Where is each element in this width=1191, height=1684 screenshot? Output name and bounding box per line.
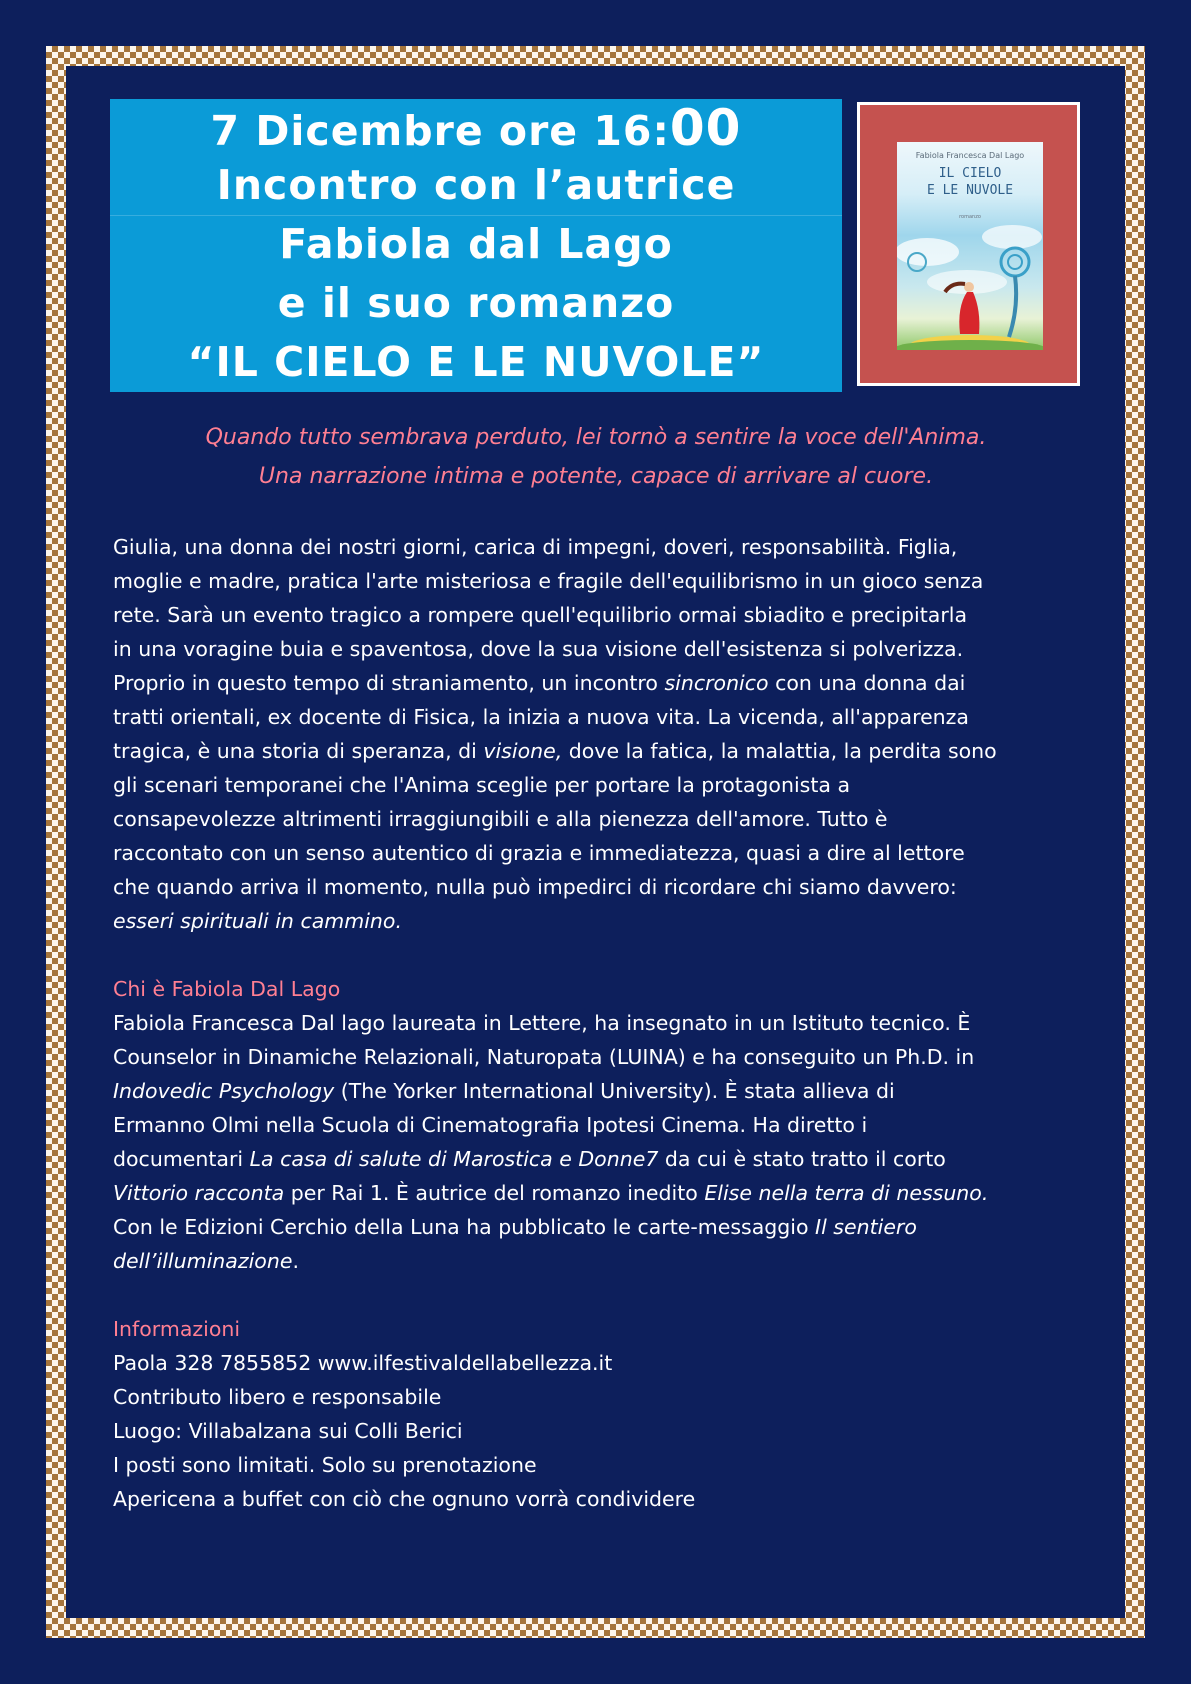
event-time-minutes: 00: [669, 99, 742, 157]
synopsis-emphasis: visione,: [483, 739, 563, 763]
info-contact: Paola 328 7855852 www.ilfestivaldellabellezza.it: [113, 1351, 613, 1375]
info-booking: I posti sono limitati. Solo su prenotazione: [113, 1453, 537, 1477]
tagline-line-1: Quando tutto sembrava perduto, lei tornò a sentire la voce dell'Anima.: [205, 425, 987, 450]
bio-line: Counselor in Dinamiche Relazionali, Naturopata (LUINA) e ha conseguito un Ph.D. in: [113, 1045, 975, 1069]
info-heading: Informazioni: [113, 1317, 241, 1341]
section-spacer: [113, 1278, 1083, 1312]
bio-text: da cui è stato tratto il corto: [658, 1147, 946, 1171]
synopsis-text: tragica, è una storia di speranza, di: [113, 739, 484, 763]
bio-emphasis: La casa di salute di Marostica e Donne7: [249, 1147, 659, 1171]
bio-line: [113, 1142, 1083, 1176]
synopsis-line: [113, 904, 1083, 938]
bio-text: Con le Edizioni Cerchio della Luna ha pubblicato le carte-messaggio: [113, 1215, 816, 1239]
bio-emphasis: Il sentiero: [815, 1215, 917, 1239]
book-cover-image: [897, 142, 1043, 350]
bio-text: .: [292, 1249, 299, 1273]
event-date-text: 7 Dicembre ore 16:: [210, 107, 670, 155]
book-cover-author: Fabiola Francesca Dal Lago: [915, 151, 1025, 160]
bio-emphasis: Indovedic Psychology: [113, 1079, 335, 1103]
bio-emphasis: Elise nella terra di nessuno.: [704, 1181, 989, 1205]
novel-title: “IL CIELO E LE NUVOLE”: [187, 338, 765, 386]
info-location: Luogo: Villabalzana sui Colli Berici: [113, 1419, 463, 1443]
section-spacer: [113, 938, 1083, 972]
event-header: [110, 99, 842, 392]
bio-emphasis: dell’illuminazione: [113, 1249, 293, 1273]
synopsis-text: con una donna dai: [768, 671, 966, 695]
bio-text: per Rai 1. È autrice del romanzo inedito: [284, 1181, 705, 1205]
synopsis-line: tratti orientali, ex docente di Fisica, la inizia a nuova vita. La vicenda, all'apparenza: [113, 705, 969, 729]
synopsis-line: che quando arriva il momento, nulla può impedirci di ricordare chi siamo davvero:: [113, 875, 957, 899]
synopsis-line: consapevolezze altrimenti irraggiungibili e alla pienezza dell'amore. Tutto è: [113, 807, 888, 831]
book-cover-illustration: [897, 142, 1043, 350]
bio-line: [113, 1074, 1083, 1108]
book-cover-label: romanzo: [959, 214, 981, 220]
synopsis-line: Giulia, una donna dei nostri giorni, carica di impegni, doveri, responsabilità. Figlia,: [113, 535, 958, 559]
bio-line: Ermanno Olmi nella Scuola di Cinematografia Ipotesi Cinema. Ha diretto i: [113, 1113, 868, 1137]
bio-line: [113, 1210, 1083, 1244]
bio-emphasis: Vittorio racconta: [113, 1181, 285, 1205]
book-cover-title-line2: E LE NUVOLE: [926, 183, 1014, 198]
synopsis-line: [113, 734, 1083, 768]
bio-line: [113, 1244, 1083, 1278]
synopsis-line: in una voragine buia e spaventosa, dove la sua visione dell'esistenza si polverizza.: [113, 637, 964, 661]
info-buffet: Apericena a buffet con ciò che ognuno vorrà condividere: [113, 1487, 696, 1511]
info-contribution: Contributo libero e responsabile: [113, 1385, 442, 1409]
synopsis-emphasis: sincronico: [664, 671, 769, 695]
synopsis-line: gli scenari temporanei che l'Anima sceglie per portare la protagonista a: [113, 773, 851, 797]
event-date-time: [110, 99, 842, 160]
book-cover-title-line1: IL CIELO: [938, 166, 1002, 181]
bio-heading: Chi è Fabiola Dal Lago: [113, 977, 341, 1001]
synopsis-emphasis: esseri spirituali in cammino.: [113, 909, 402, 933]
synopsis-line: [113, 666, 1083, 700]
synopsis-text: dove la fatica, la malattia, la perdita sono: [562, 739, 997, 763]
synopsis-line: rete. Sarà un evento tragico a rompere quell'equilibrio ormai sbiadito e precipitarla: [113, 603, 968, 627]
bio-line: [113, 1176, 1083, 1210]
synopsis-line: moglie e madre, pratica l'arte misteriosa e fragile dell'equilibrismo in un gioco senza: [113, 569, 984, 593]
main-text: [113, 530, 1083, 1516]
tagline-line-2: Una narrazione intima e potente, capace di arrivare al cuore.: [258, 464, 934, 489]
novel-intro: e il suo romanzo: [277, 279, 675, 327]
book-cover-frame: [857, 102, 1080, 386]
synopsis-line: raccontato con un senso autentico di grazia e immediatezza, quasi a dire al lettore: [113, 841, 965, 865]
bio-line: Fabiola Francesca Dal lago laureata in Lettere, ha insegnato in un Istituto tecnico. È: [113, 1011, 971, 1035]
event-subtitle: Incontro con l’autrice: [216, 161, 736, 209]
bio-text: (The Yorker International University). È stata allieva di: [334, 1079, 895, 1103]
bio-text: documentari: [113, 1147, 250, 1171]
author-name: Fabiola dal Lago: [279, 220, 673, 268]
synopsis-text: Proprio in questo tempo di straniamento, un incontro: [113, 671, 665, 695]
